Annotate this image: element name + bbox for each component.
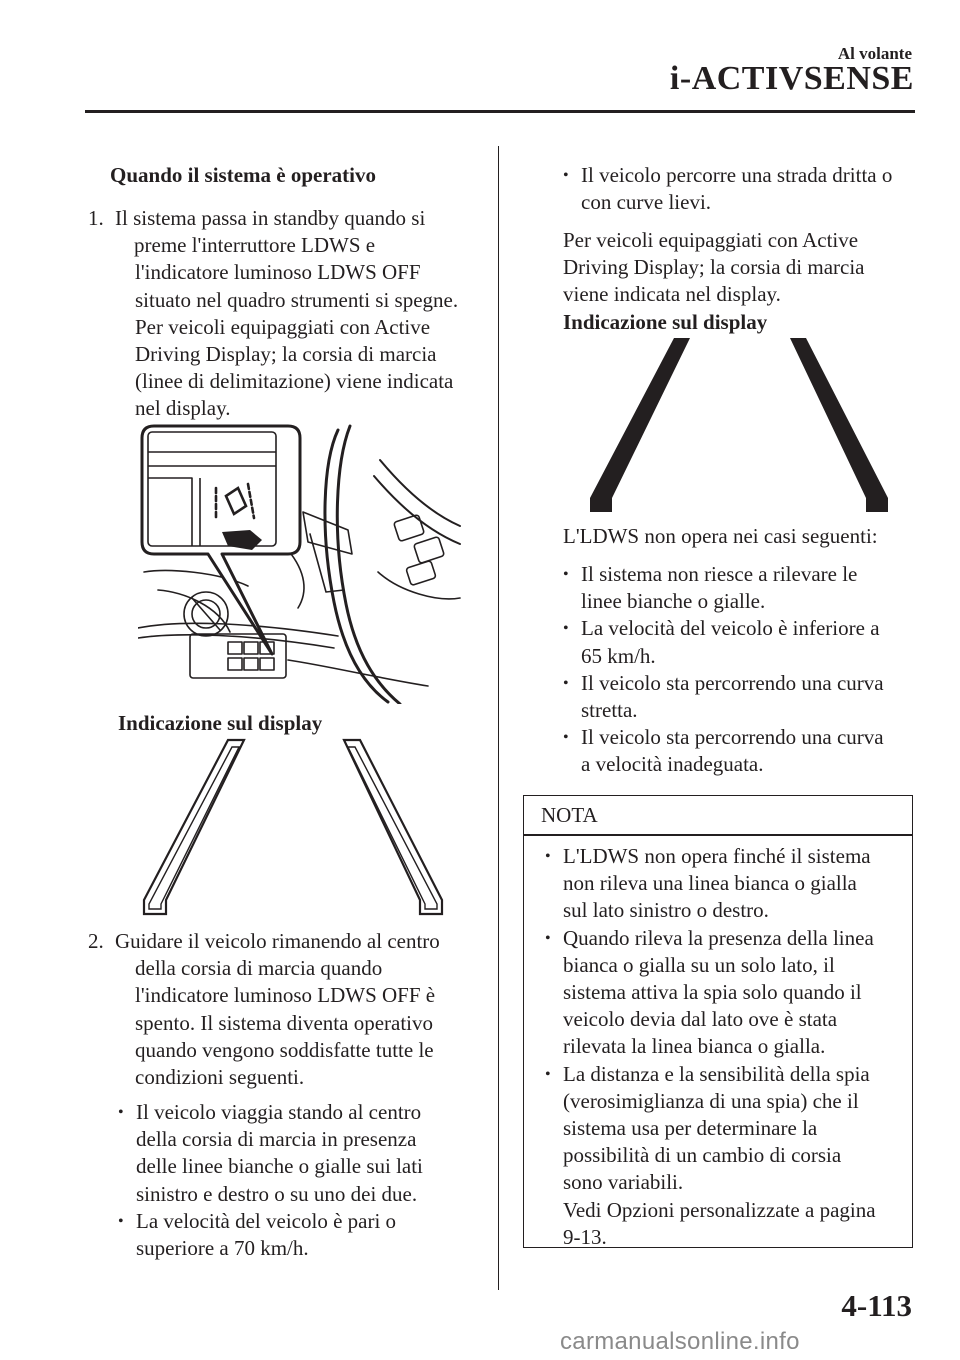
bullet-dot: • [118,1104,124,1121]
step-line: nel display. [135,396,231,421]
list-item: • L'LDWS non opera finché il sistema non rileva una linea bianca o gialla sul lato sinistro o destro. [545,844,871,923]
step-line: condizioni seguenti. [135,1065,305,1090]
step-line: spento. Il sistema diventa operativo [135,1010,434,1035]
watermark: carmanualsonline.info [560,1328,800,1355]
bullet-dot: • [563,729,569,747]
step-number: 2. [88,929,104,953]
bullet-dot: • [563,674,569,692]
list-item: • La distanza e la sensibilità della spia (verosimiglianza di una spia) che il sistema usa per determinare la possibilità di un cambio di corsia sono variabili. Vedi Opzioni personalizzate a pagina 9-13. [545,1061,876,1249]
display-label: Indicazione sul display [118,711,323,735]
step-2 [88,928,488,1091]
lane-display-solid [586,336,892,514]
bullet-dot: • [563,620,569,638]
list-item: • Quando rileva la presenza della linea bianca o gialla su un solo lato, il sistema attiva la spia solo quando il veicolo devia dal lato ove è stata rilevata la linea bianca o gialla. [545,925,874,1059]
list-item: • Il veicolo percorre una strada dritta o con curve lievi. [563,163,893,215]
section-heading: Quando il sistema è operativo [110,163,376,187]
bullet-dot: • [545,929,551,947]
column-divider [498,146,499,1290]
conditions-list [118,1099,488,1262]
step-line: l'indicatore luminoso LDWS OFF è [135,983,436,1008]
note-title: NOTA [541,803,598,827]
lane-display-outlined [140,738,446,918]
step-number: 1. [88,206,104,230]
step-line: Guidare il veicolo rimanendo al centro [115,929,440,953]
display-label: Indicazione sul display [563,309,768,334]
list-item: • Il veicolo sta percorrendo una curva stretta. [563,670,884,723]
step-line: Per veicoli equipaggiati con Active [135,314,431,339]
step-line: della corsia di marcia quando [135,956,383,981]
active-driving-display-note: Per veicoli equipaggiati con Active Driving Display; la corsia di marcia viene indicata nel display. Indicazione sul display [563,227,923,336]
bullet-dot: • [563,566,569,583]
page-number: 4-113 [841,1288,912,1323]
running-header-chapter: i-ACTIVSENSE [669,60,914,97]
not-operate-list [563,561,923,779]
step-line: Driving Display; la corsia di marcia [135,342,437,367]
header-rule [85,110,915,113]
running-header-section: Al volante [837,44,912,63]
list-item: • Il veicolo viaggia stando al centro della corsia di marcia in presenza delle linee bianche o gialle sui lati sinistro e destro o su uno dei due. [118,1100,423,1206]
not-operate-intro: L'LDWS non opera nei casi seguenti: [563,524,878,548]
list-item: • Il veicolo sta percorrendo una curva a velocità inadeguata. [563,725,884,777]
step-line: Il sistema passa in standby quando si [115,206,426,230]
step-line: situato nel quadro strumenti si spegne. [135,287,459,312]
bullet-dot: • [545,848,551,865]
step-line: l'indicatore luminoso LDWS OFF [135,260,421,285]
step-line: preme l'interruttore LDWS e [134,233,376,258]
bullet-dot: • [118,1212,124,1230]
list-item: • La velocità del veicolo è inferiore a 65 km/h. [563,616,880,668]
bullet-dot: • [563,167,569,184]
step-1 [88,205,488,423]
list-item: • Il sistema non riesce a rilevare le linee bianche o gialle. [563,562,858,614]
note-separator [523,834,913,836]
ldws-switch-illustration [138,422,462,704]
step-line: (linee di delimitazione) viene indicata [135,369,454,394]
condition-continued [563,162,923,216]
list-item: • La velocità del veicolo è pari o superiore a 70 km/h. [118,1208,397,1261]
bullet-dot: • [545,1065,551,1083]
note-list [545,843,907,1251]
step-line: quando vengono soddisfatte tutte le [135,1037,434,1062]
